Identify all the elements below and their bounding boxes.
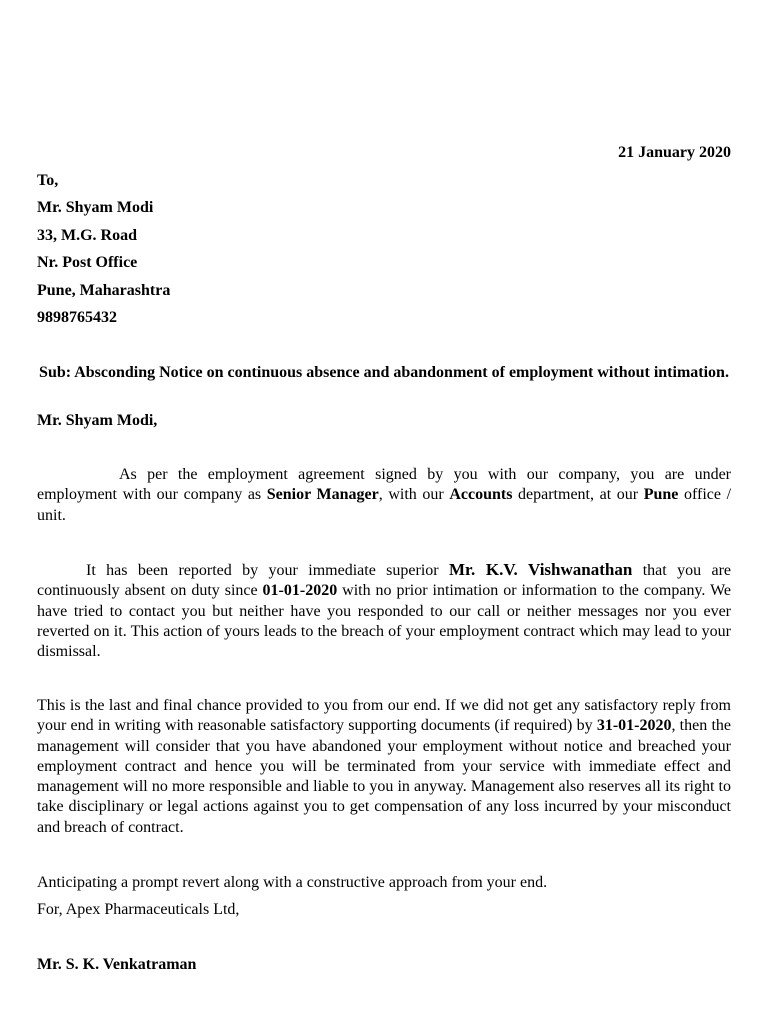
- paragraph2-text-a: It has been reported by your immediate superior: [86, 562, 449, 579]
- paragraph1-text-b: , with our: [378, 486, 450, 504]
- paragraph-absence-report: [37, 560, 731, 662]
- absent-since-date: 01-01-2020: [262, 582, 338, 600]
- paragraph-final-notice: [37, 696, 731, 838]
- closing-line: Anticipating a prompt revert along with a constructive approach from your end.: [37, 874, 548, 891]
- letter-page: [37, 0, 731, 1024]
- paragraph2-text-b: that you are continuously absent on duty since: [37, 562, 731, 600]
- paragraph1-text-d: office / unit.: [37, 486, 732, 524]
- paragraph3-text-b: , then the management will consider that you have abandoned your employment without notice and breached your employment contract and hence you will be terminated from your service with immediate effect and management will no more responsible and liable to you in anyway. Management also reserves all its right to take disciplinary or legal actions against you to get compensation of any loss incurred by your misconduct and breach of contract.: [37, 717, 731, 836]
- letter-date: 21 January 2020: [618, 144, 731, 161]
- department: Accounts: [449, 486, 513, 504]
- company-line: For, Apex Pharmaceuticals Ltd,: [37, 901, 240, 918]
- paragraph1-text-a: As per the employment agreement signed by you with our company, you are under employment with our company as: [37, 466, 731, 504]
- recipient-address-line1: 33, M.G. Road: [37, 227, 137, 244]
- paragraph1-text-c: department, at our: [512, 486, 644, 504]
- location: Pune: [643, 486, 679, 504]
- paragraph2-text-c: with no prior intimation or information to the company. We have tried to contact you but neither have you responded to our call or neither messages nor you ever reverted on it. This action of yours leads to the breach of your employment contract which may lead to your dismissal.: [37, 582, 731, 661]
- salutation: Mr. Shyam Modi,: [37, 412, 158, 429]
- recipient-to: To,: [37, 172, 59, 189]
- signatory-name: Mr. S. K. Venkatraman: [37, 956, 197, 973]
- recipient-phone: 9898765432: [37, 309, 117, 326]
- paragraph-employment-details: [37, 465, 731, 526]
- paragraph3-text-a: This is the last and final chance provided to you from our end. If we did not get any satisfactory reply from your end in writing with reasonable satisfactory supporting documents (if required) by: [37, 697, 731, 735]
- superior-name: Mr. K.V. Vishwanathan: [449, 560, 633, 579]
- recipient-address-line3: Pune, Maharashtra: [37, 282, 171, 299]
- designation: Senior Manager: [266, 486, 379, 504]
- recipient-name: Mr. Shyam Modi: [37, 199, 154, 216]
- deadline-date: 31-01-2020: [596, 717, 672, 735]
- letter-subject: Sub: Absconding Notice on continuous absence and abandonment of employment without intimation.: [39, 364, 729, 381]
- recipient-address-line2: Nr. Post Office: [37, 254, 138, 271]
